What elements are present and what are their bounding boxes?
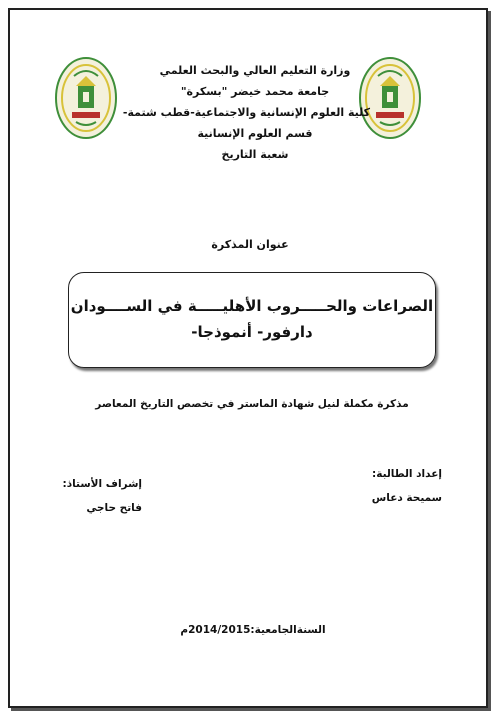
thesis-title-line-2: دارفور- أنموذجا- <box>191 323 313 341</box>
thesis-title-box <box>68 272 436 368</box>
academic-year: السنةالجامعية:2014/2015م <box>180 624 326 636</box>
student-block <box>360 462 442 510</box>
university-name: جامعة محمد خيضر "بسكرة" <box>180 85 330 98</box>
memo-title-label: عنوان المذكرة <box>211 238 289 251</box>
department-name: قسم العلوم الإنسانية <box>197 127 313 140</box>
faculty-name: كلية العلوم الإنسانية والاجتماعية-قطب شتمة- <box>122 106 370 119</box>
student-name: سميحة دعاس <box>371 492 442 504</box>
supervisor-block <box>60 472 142 520</box>
thesis-title-line-1: الصراعات والحـــــروب الأهليـــــة في الســــودان <box>70 297 434 315</box>
supervisor-name: فاتح حاجي <box>86 502 142 514</box>
institution-header <box>122 60 370 165</box>
university-logo-left <box>54 56 118 142</box>
branch-name: شعبة التاريخ <box>221 148 289 161</box>
supervisor-label: إشراف الأستاذ: <box>62 478 142 490</box>
ministry-name: وزارة التعليم العالي والبحث العلمي <box>159 64 351 77</box>
thesis-subtitle: مذكرة مكملة لنيل شهادة الماستر في تخصص التاريخ المعاصر <box>95 398 409 410</box>
student-label: إعداد الطالبة: <box>372 468 442 480</box>
